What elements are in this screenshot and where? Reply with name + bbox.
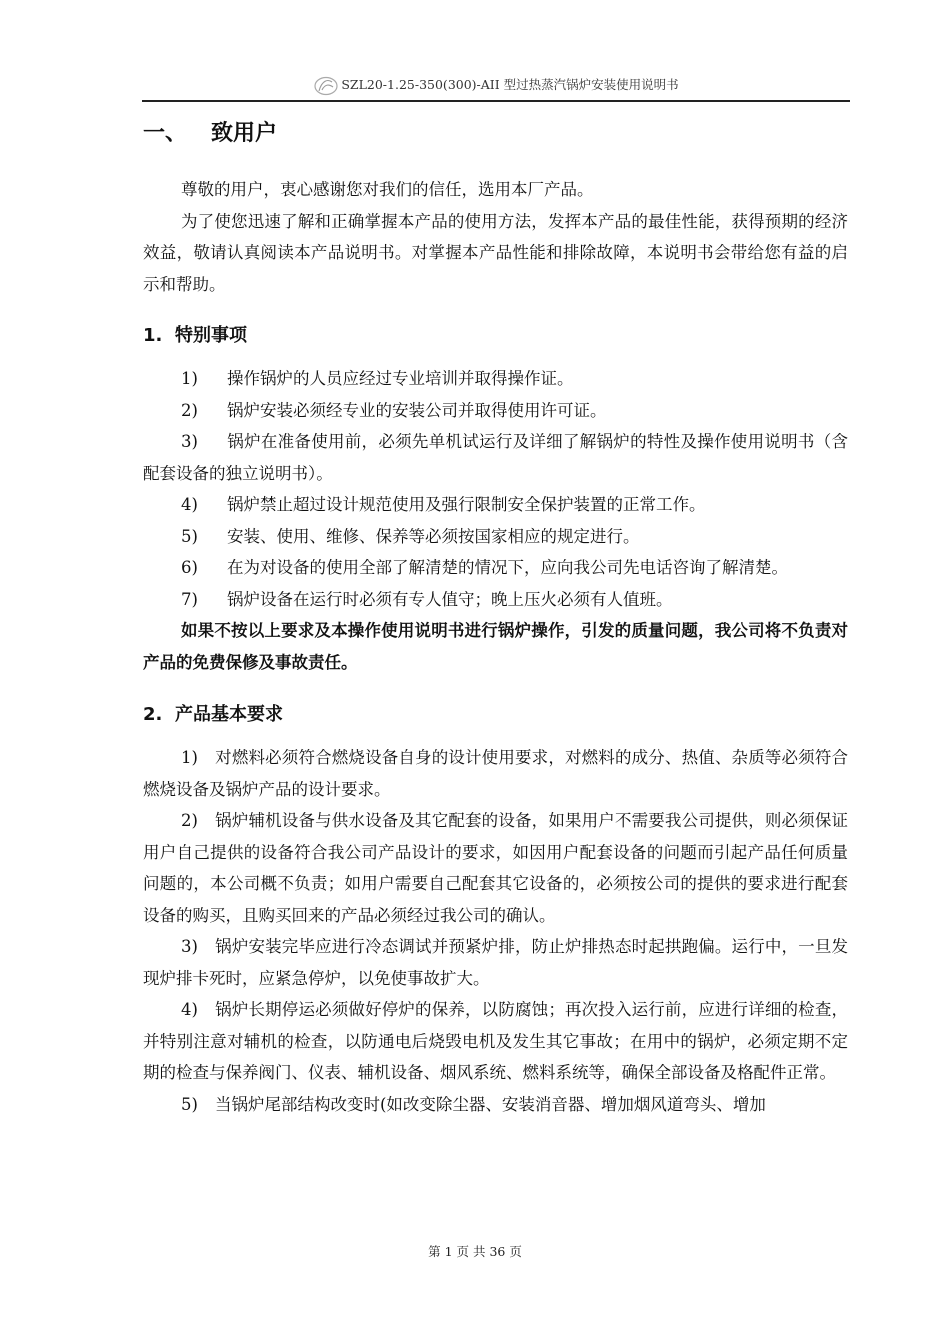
list-item-index: 1) <box>181 748 198 767</box>
page-footer: 第 1 页 共 36 页 <box>428 1244 522 1259</box>
list-item-index: 3) <box>181 937 198 956</box>
list-item <box>143 584 848 616</box>
list-item-text: 锅炉安装必须经专业的安装公司并取得使用许可证。 <box>227 400 607 420</box>
section-title: 产品基本要求 <box>175 704 283 725</box>
page-header <box>142 72 850 98</box>
list-item-text: 在为对设备的使用全部了解清楚的情况下，应向我公司先电话咨询了解清楚。 <box>227 558 788 577</box>
list-item-index: 5) <box>181 526 198 546</box>
list-item-text: 当锅炉尾部结构改变时(如改变除尘器、安装消音器、增加烟风道弯头、增加 <box>215 1094 766 1114</box>
list-item-index: 2) <box>181 400 198 420</box>
list-item-text: 安装、使用、维修、保养等必须按国家相应的规定进行。 <box>227 526 640 546</box>
intro-paragraph: 为了使您迅速了解和正确掌握本产品的使用方法，发挥本产品的最佳性能，获得预期的经济效益，敬请认真阅读本产品说明书。对掌握本产品性能和排除故障，本说明书会带给您有益的启示和帮助。 <box>143 211 848 294</box>
section-number: 1. <box>143 325 163 346</box>
list-item <box>143 742 848 805</box>
list-item-text: 锅炉禁止超过设计规范使用及强行限制安全保护装置的正常工作。 <box>227 495 706 514</box>
header-rule <box>142 100 850 102</box>
list-item <box>143 426 848 489</box>
list-item <box>143 489 848 521</box>
list-item-index: 4) <box>181 1000 198 1019</box>
list-item <box>143 805 848 931</box>
list-item-index: 4) <box>181 495 198 514</box>
list-item-text: 锅炉辅机设备与供水设备及其它配套的设备，如果用户不需要我公司提供，则必须保证用户自己提供的设备符合我公司产品设计的要求，如因用户配套设备的问题而引起产品任何质量问题的，本公司概不负责；如用户需要自己配套其它设备的，必须按公司的提供的要求进行配套设备的购买，且购买回来的产品必须经过我公司的确认。 <box>143 811 848 925</box>
section-heading <box>143 321 848 351</box>
list-item-text: 锅炉在准备使用前，必须先单机试运行及详细了解锅炉的特性及操作使用说明书（含配套设备的独立说明书）。 <box>143 432 848 483</box>
list-item <box>143 521 848 553</box>
section-number: 2. <box>143 704 163 725</box>
list-item-index: 5) <box>181 1094 198 1114</box>
list-item-text: 对燃料必须符合燃烧设备自身的设计使用要求，对燃料的成分、热值、杂质等必须符合燃烧设备及锅炉产品的设计要求。 <box>143 748 848 799</box>
chapter-number: 一、 <box>143 121 188 146</box>
list-item <box>143 1089 848 1121</box>
document-body <box>143 112 848 1120</box>
list-item-index: 1) <box>181 369 198 388</box>
list-item <box>143 994 848 1089</box>
header-title: SZL20-1.25-350(300)-AII 型过热蒸汽锅炉安装使用说明书 <box>341 77 679 92</box>
company-logo-icon <box>313 76 339 96</box>
list-item-text: 锅炉长期停运必须做好停炉的保养，以防腐蚀；再次投入运行前，应进行详细的检查，并特别注意对辅机的检查，以防通电后烧毁电机及发生其它事故；在用中的锅炉，必须定期不定期的检查与保养阀门、仪表、辅机设备、烟风系统、燃料系统等，确保全部设备及格配件正常。 <box>143 1000 848 1082</box>
list-item-text: 锅炉设备在运行时必须有专人值守；晚上压火必须有人值班。 <box>227 589 673 609</box>
list-item-text: 锅炉安装完毕应进行冷态调试并预紧炉排，防止炉排热态时起拱跑偏。运行中，一旦发现炉排卡死时，应紧急停炉，以免使事故扩大。 <box>143 937 848 988</box>
list-item-text: 操作锅炉的人员应经过专业培训并取得操作证。 <box>227 369 574 388</box>
list-item <box>143 931 848 994</box>
chapter-heading <box>143 112 848 156</box>
list-item <box>143 552 848 584</box>
section-heading <box>143 700 848 730</box>
section-title: 特别事项 <box>175 325 247 346</box>
list-item <box>143 363 848 395</box>
list-item-index: 3) <box>181 432 198 451</box>
chapter-title: 致用户 <box>211 121 278 146</box>
list-item-index: 2) <box>181 811 198 830</box>
intro-paragraph: 尊敬的用户，衷心感谢您对我们的信任，选用本厂产品。 <box>181 180 594 199</box>
list-item-index: 6) <box>181 558 198 577</box>
list-item <box>143 395 848 427</box>
list-item-index: 7) <box>181 589 198 609</box>
warning-paragraph: 如果不按以上要求及本操作使用说明书进行锅炉操作，引发的质量问题，我公司将不负责对产品的免费保修及事故责任。 <box>143 621 848 672</box>
